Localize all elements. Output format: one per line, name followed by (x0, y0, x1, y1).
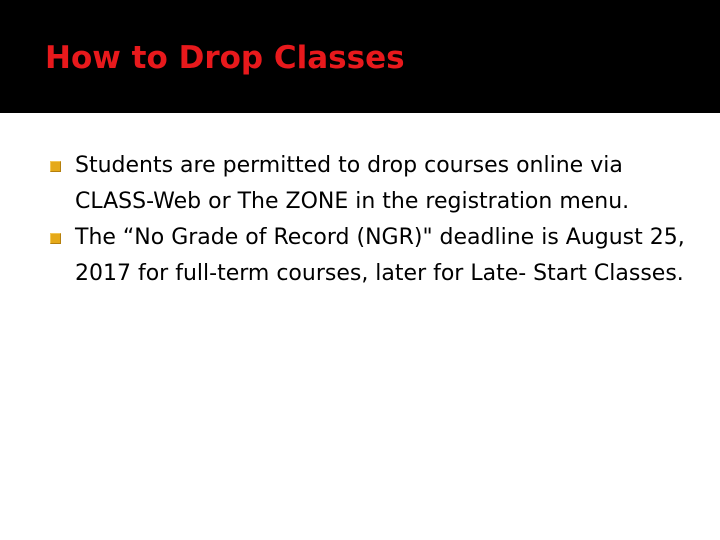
square-bullet-icon (50, 161, 61, 172)
bullet-text: The “No Grade of Record (NGR)" deadline is August 25, 2017 for full-term courses, later for Late- Start Classes. (75, 225, 685, 286)
title-bar (0, 0, 720, 113)
bullet-item-ngr-deadline (50, 220, 690, 292)
bullet-item-online-drop (50, 148, 690, 220)
bullet-text: Students are permitted to drop courses online via CLASS-Web or The ZONE in the registration menu. (75, 153, 630, 214)
bullet-list (50, 148, 690, 292)
square-bullet-icon (50, 233, 61, 244)
slide-title: How to Drop Classes (45, 40, 405, 76)
